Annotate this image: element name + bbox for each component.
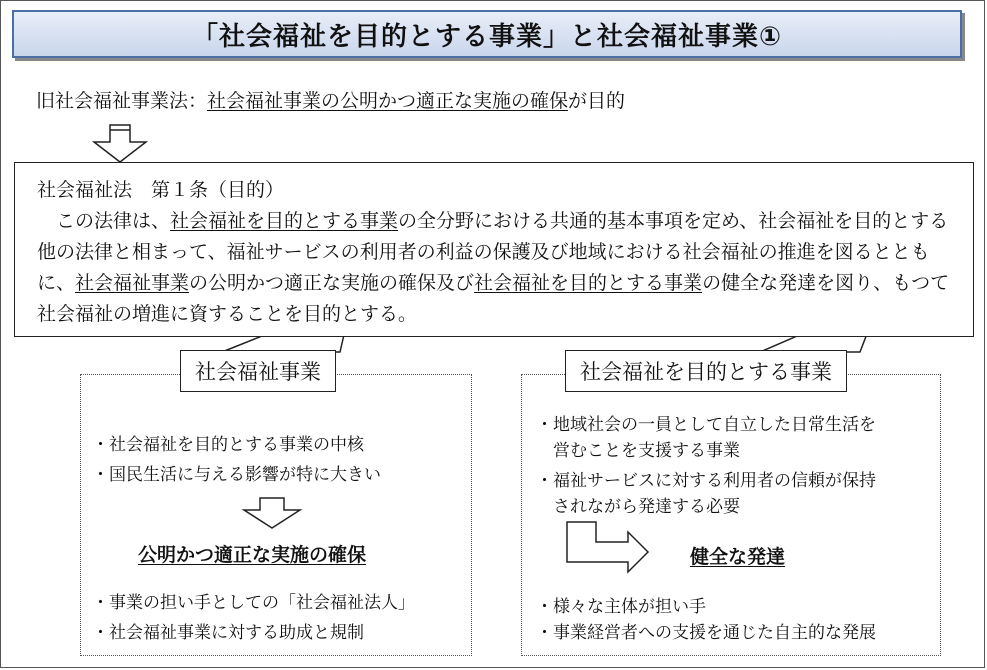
list-item: ・事業の担い手としての「社会福祉法人」: [92, 593, 415, 613]
old-law-prefix: 旧社会福祉事業法：: [36, 90, 208, 112]
list-item: ・事業経営者への支援を通じた自主的な発展: [536, 623, 876, 643]
law-text-1: この法律は、: [56, 210, 171, 232]
list-item: されながら発達する必要: [536, 497, 740, 517]
left-panel-tag: 社会福祉事業: [180, 350, 336, 392]
left-result: 公明かつ適正な実施の確保: [138, 544, 367, 566]
list-item: 営むことを支援する事業: [536, 441, 740, 461]
old-law-suffix: が目的: [568, 90, 626, 112]
law-text-4: の健全な発達を図り、もつて社会福祉の増進に資することを目的とする。: [37, 272, 950, 325]
law-article-box: [14, 162, 974, 337]
law-underline-2: 社会福祉事業: [75, 272, 190, 294]
page-title: 「社会福祉を目的とする事業」と社会福祉事業①: [191, 21, 782, 52]
list-item: ・福祉サービスに対する利用者の信頼が保持: [536, 471, 876, 491]
law-underline-3: 社会福祉を目的とする事業: [474, 272, 703, 294]
list-item: ・社会福祉を目的とする事業の中核: [92, 435, 364, 455]
list-item: ・様々な主体が担い手: [536, 597, 706, 617]
list-item: ・社会福祉事業に対する助成と規制: [92, 623, 364, 643]
law-body: [37, 206, 951, 330]
law-underline-1: 社会福祉を目的とする事業: [170, 210, 399, 232]
old-law-underlined: 社会福祉事業の公明かつ適正な実施の確保: [207, 90, 569, 112]
right-panel-tag: 社会福祉を目的とする事業: [565, 350, 847, 392]
list-item: ・地域社会の一員として自立した日常生活を: [536, 415, 876, 435]
right-result: 健全な発達: [690, 546, 786, 568]
list-item: ・国民生活に与える影響が特に大きい: [92, 465, 381, 485]
law-heading: 社会福祉法 第１条（目的）: [37, 179, 285, 201]
law-text-3: の公明かつ適正な実施の確保及び: [189, 272, 475, 294]
law-text-2: の全分野における共通的基本事項を定め、社会福祉を目的とする他の法律と相まって、福祉サービスの利用者の利益の保護及び地域における社会福祉の推進を図るとともに、: [37, 210, 949, 294]
